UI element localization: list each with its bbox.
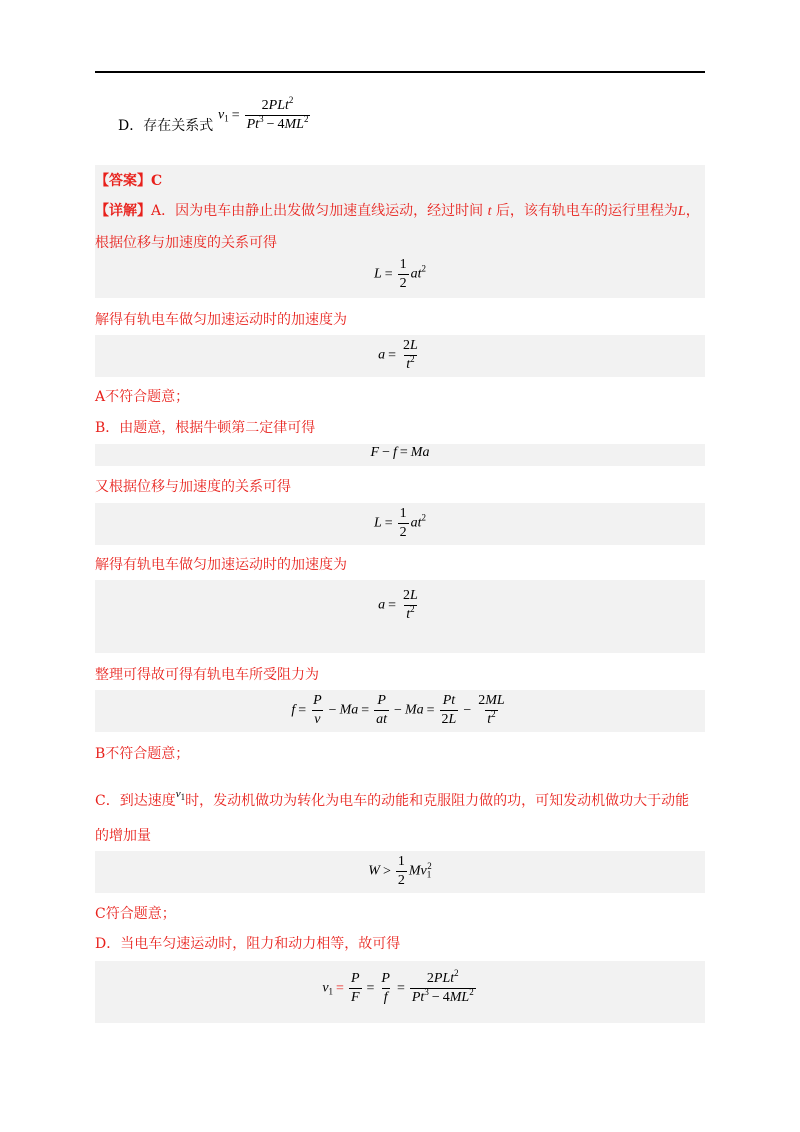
equation-band-work <box>95 851 705 893</box>
solve-accel-1: 解得有轨电车做匀加速运动时的加速度为 <box>95 312 347 328</box>
c-line-1b: 时，发动机做功为转化为电车的动能和克服阻力做的功，可知发动机做功大于动能 <box>185 793 690 809</box>
equation-final: $v_1$ = $\frac{P}{F}$ = $\frac{P}{f}$ = $\frac{2PLt^2}{Pt^3 - 4ML^2}$ <box>322 968 474 1005</box>
d-line: D．当电车匀速运动时，阻力和动力相等，故可得 <box>95 936 401 952</box>
detail-line-1: 【详解】A．因为电车由静止出发做匀加速直线运动，经过时间 t 后，该有轨电车的运行里程为L， <box>95 203 700 219</box>
c-line-1: C．到达速度$^{v_1}$时，发动机做功为转化为电车的动能和克服阻力做的功，可知发动机做功大于动能 <box>95 788 690 809</box>
c-fits: C符合题意； <box>95 906 176 922</box>
c-line-1a: C．到达速度 <box>95 793 176 809</box>
option-d-formula: $v_1$ = $\frac{2PLt^2}{Pt^3 - 4ML^2}$ <box>218 95 309 132</box>
solve-accel-2: 解得有轨电车做匀加速运动时的加速度为 <box>95 557 347 573</box>
equation-band-accel-1 <box>95 335 705 377</box>
resist-line: 整理可得故可得有轨电车所受阻力为 <box>95 667 319 683</box>
equation-newton: F − f = Ma <box>370 445 430 460</box>
equation-accel-2: a = $\frac{2L}{t^2}$ <box>378 588 418 622</box>
b-relation: 又根据位移与加速度的关系可得 <box>95 479 291 495</box>
answer-band <box>95 165 705 298</box>
equation-band-displacement-2 <box>95 503 705 545</box>
equation-displacement-2: L = $\frac{1}{2}$ $at^2$ <box>373 506 427 540</box>
option-d-text: D．存在关系式 <box>118 118 214 134</box>
header-rule <box>95 71 705 73</box>
equation-work: W > $\frac{1}{2}$ $Mv_1^2$ <box>368 854 432 888</box>
equation-band-newton <box>95 444 705 466</box>
detail-line-2: 根据位移与加速度的关系可得 <box>95 235 277 251</box>
equation-band-final <box>95 961 705 1023</box>
equation-accel-1: a = $\frac{2L}{t^2}$ <box>378 338 418 372</box>
detail-text-2: 后，该有轨电车的运行里程为 <box>495 203 678 219</box>
b-intro: B．由题意，根据牛顿第二定律可得 <box>95 420 316 436</box>
a-not-fit: A不符合题意； <box>95 389 190 405</box>
detail-text-3: ， <box>685 203 700 219</box>
c-line-2: 的增加量 <box>95 828 151 844</box>
detail-text-1: A．因为电车由静止出发做匀加速直线运动，经过时间 <box>151 203 484 219</box>
equation-band-resistance <box>95 690 705 732</box>
detail-label: 【详解】 <box>95 203 151 219</box>
b-not-fit: B不符合题意； <box>95 746 190 762</box>
equation-resistance: f = $\frac{P}{v}$ − Ma = $\frac{P}{at}$ − Ma = $\frac{Pt}{2L}$ − $\frac{2ML}{t^2}$ <box>291 693 505 727</box>
answer-line: 【答案】C <box>95 173 163 189</box>
equation-displacement-1: L = $\frac{1}{2}$ $at^2$ <box>373 257 427 291</box>
equation-band-accel-2 <box>95 580 705 653</box>
